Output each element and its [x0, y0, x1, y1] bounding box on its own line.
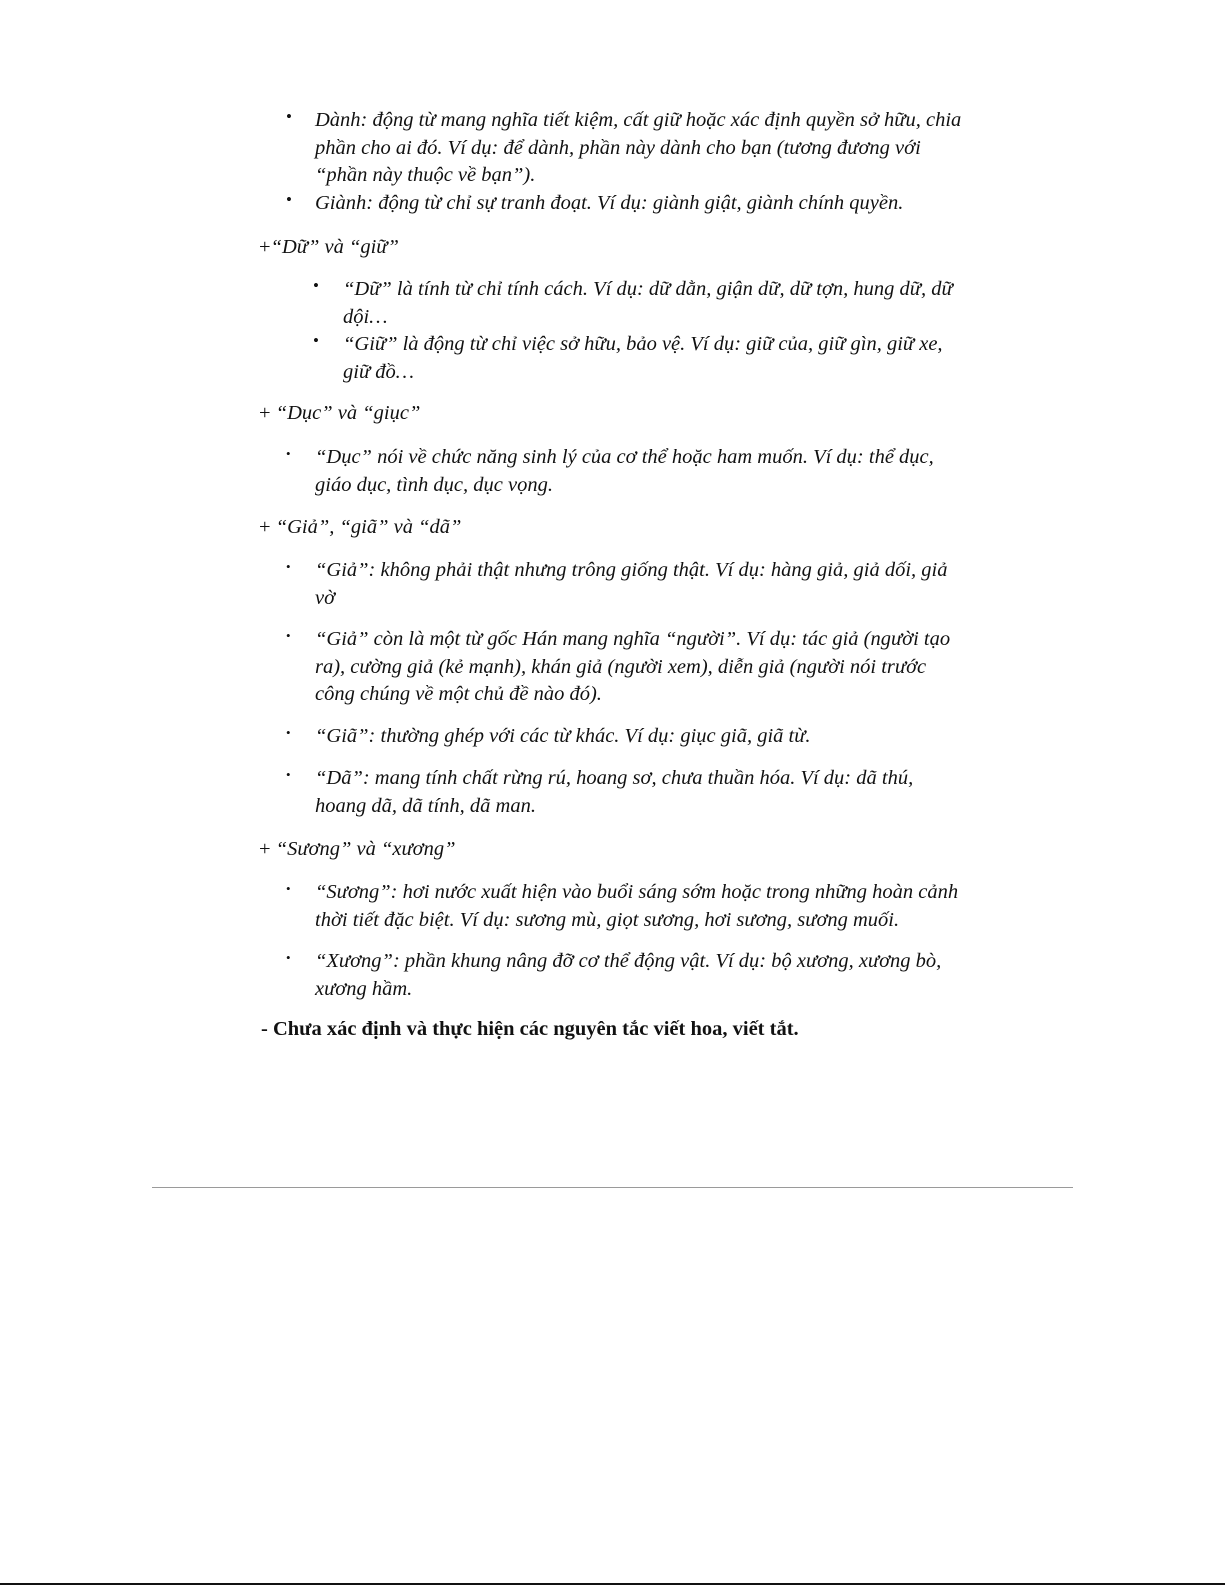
heading-suong-xuong [259, 836, 455, 864]
bullet-suong: “Sương”: hơi nước xuất hiện vào buổi sáng sớm hoặc trong những hoàn cảnh thời tiết đặc biệt. Ví dụ: sương mù, giọt sương, hơi sương, sương muối. [315, 881, 959, 931]
heading-term: “Giả”, “giã” và “dã” [275, 516, 462, 538]
bullet-duc: “Dục” nói về chức năng sinh lý của cơ thể hoặc ham muốn. Ví dụ: thể dục, giáo dục, tình dục, dục vọng. [315, 446, 934, 496]
bullet-giu: “Giữ” là động từ chỉ việc sở hữu, bảo vệ. Ví dụ: giữ của, giữ gìn, giữ xe, giữ đồ… [343, 333, 943, 383]
heading-term: “Dục” và “giục” [275, 402, 421, 424]
bullet-marker: • [313, 331, 319, 350]
heading-du-giu [259, 234, 399, 262]
bullet-gianh: Giành: động từ chỉ sự tranh đoạt. Ví dụ: giành giật, giành chính quyền. [315, 192, 904, 214]
bullet-gia-1: “Giả”: không phải thật nhưng trông giống thật. Ví dụ: hàng giả, giả dối, giả vờ [315, 559, 948, 609]
plus-sign: + [259, 516, 271, 538]
bullet-xuong: “Xương”: phần khung nâng đỡ cơ thể động vật. Ví dụ: bộ xương, xương bò, xương hầm. [315, 950, 942, 1000]
heading-term: “Dữ” và “giữ” [270, 236, 399, 258]
bullet-marker: • [286, 950, 291, 965]
bullet-marker: • [286, 767, 291, 782]
bullet-marker: • [286, 107, 292, 126]
bullet-marker: • [286, 725, 291, 740]
bullet-gia-2: “Giả” còn là một từ gốc Hán mang nghĩa “người”. Ví dụ: tác giả (người tạo ra), cường giả (kẻ mạnh), khán giả (người xem), diễn giả (người nói trước công chúng về một chủ đề nào đó). [315, 628, 951, 705]
bullet-danh: Dành: động từ mang nghĩa tiết kiệm, cất giữ hoặc xác định quyền sở hữu, chia phần cho ai đó. Ví dụ: để dành, phần này dành cho bạn (tương đương với “phần này thuộc về bạn”). [315, 109, 962, 186]
plus-sign: + [259, 402, 271, 424]
heading-duc-giuc [259, 400, 420, 428]
bullet-marker: • [286, 628, 291, 643]
bullet-gia-3: “Giã”: thường ghép với các từ khác. Ví dụ: giục giã, giã từ. [315, 725, 811, 747]
bullet-marker: • [313, 276, 319, 295]
bullet-marker: • [286, 881, 291, 896]
heading-term: “Sương” và “xương” [275, 838, 456, 860]
plus-sign: + [259, 236, 271, 258]
bullet-marker: • [286, 559, 291, 574]
section-bold-note: - Chưa xác định và thực hiện các nguyên tắc viết hoa, viết tắt. [261, 1018, 799, 1040]
page-separator [152, 1187, 1073, 1188]
bullet-marker: • [286, 446, 291, 461]
heading-gia-gia-da [259, 514, 461, 542]
bullet-marker: • [286, 190, 292, 209]
bullet-du: “Dữ” là tính từ chỉ tính cách. Ví dụ: dữ dằn, giận dữ, dữ tợn, hung dữ, dữ dội… [343, 278, 953, 328]
plus-sign: + [259, 838, 271, 860]
bullet-da: “Dã”: mang tính chất rừng rú, hoang sơ, chưa thuần hóa. Ví dụ: dã thú, hoang dã, dã tính, dã man. [315, 767, 914, 817]
